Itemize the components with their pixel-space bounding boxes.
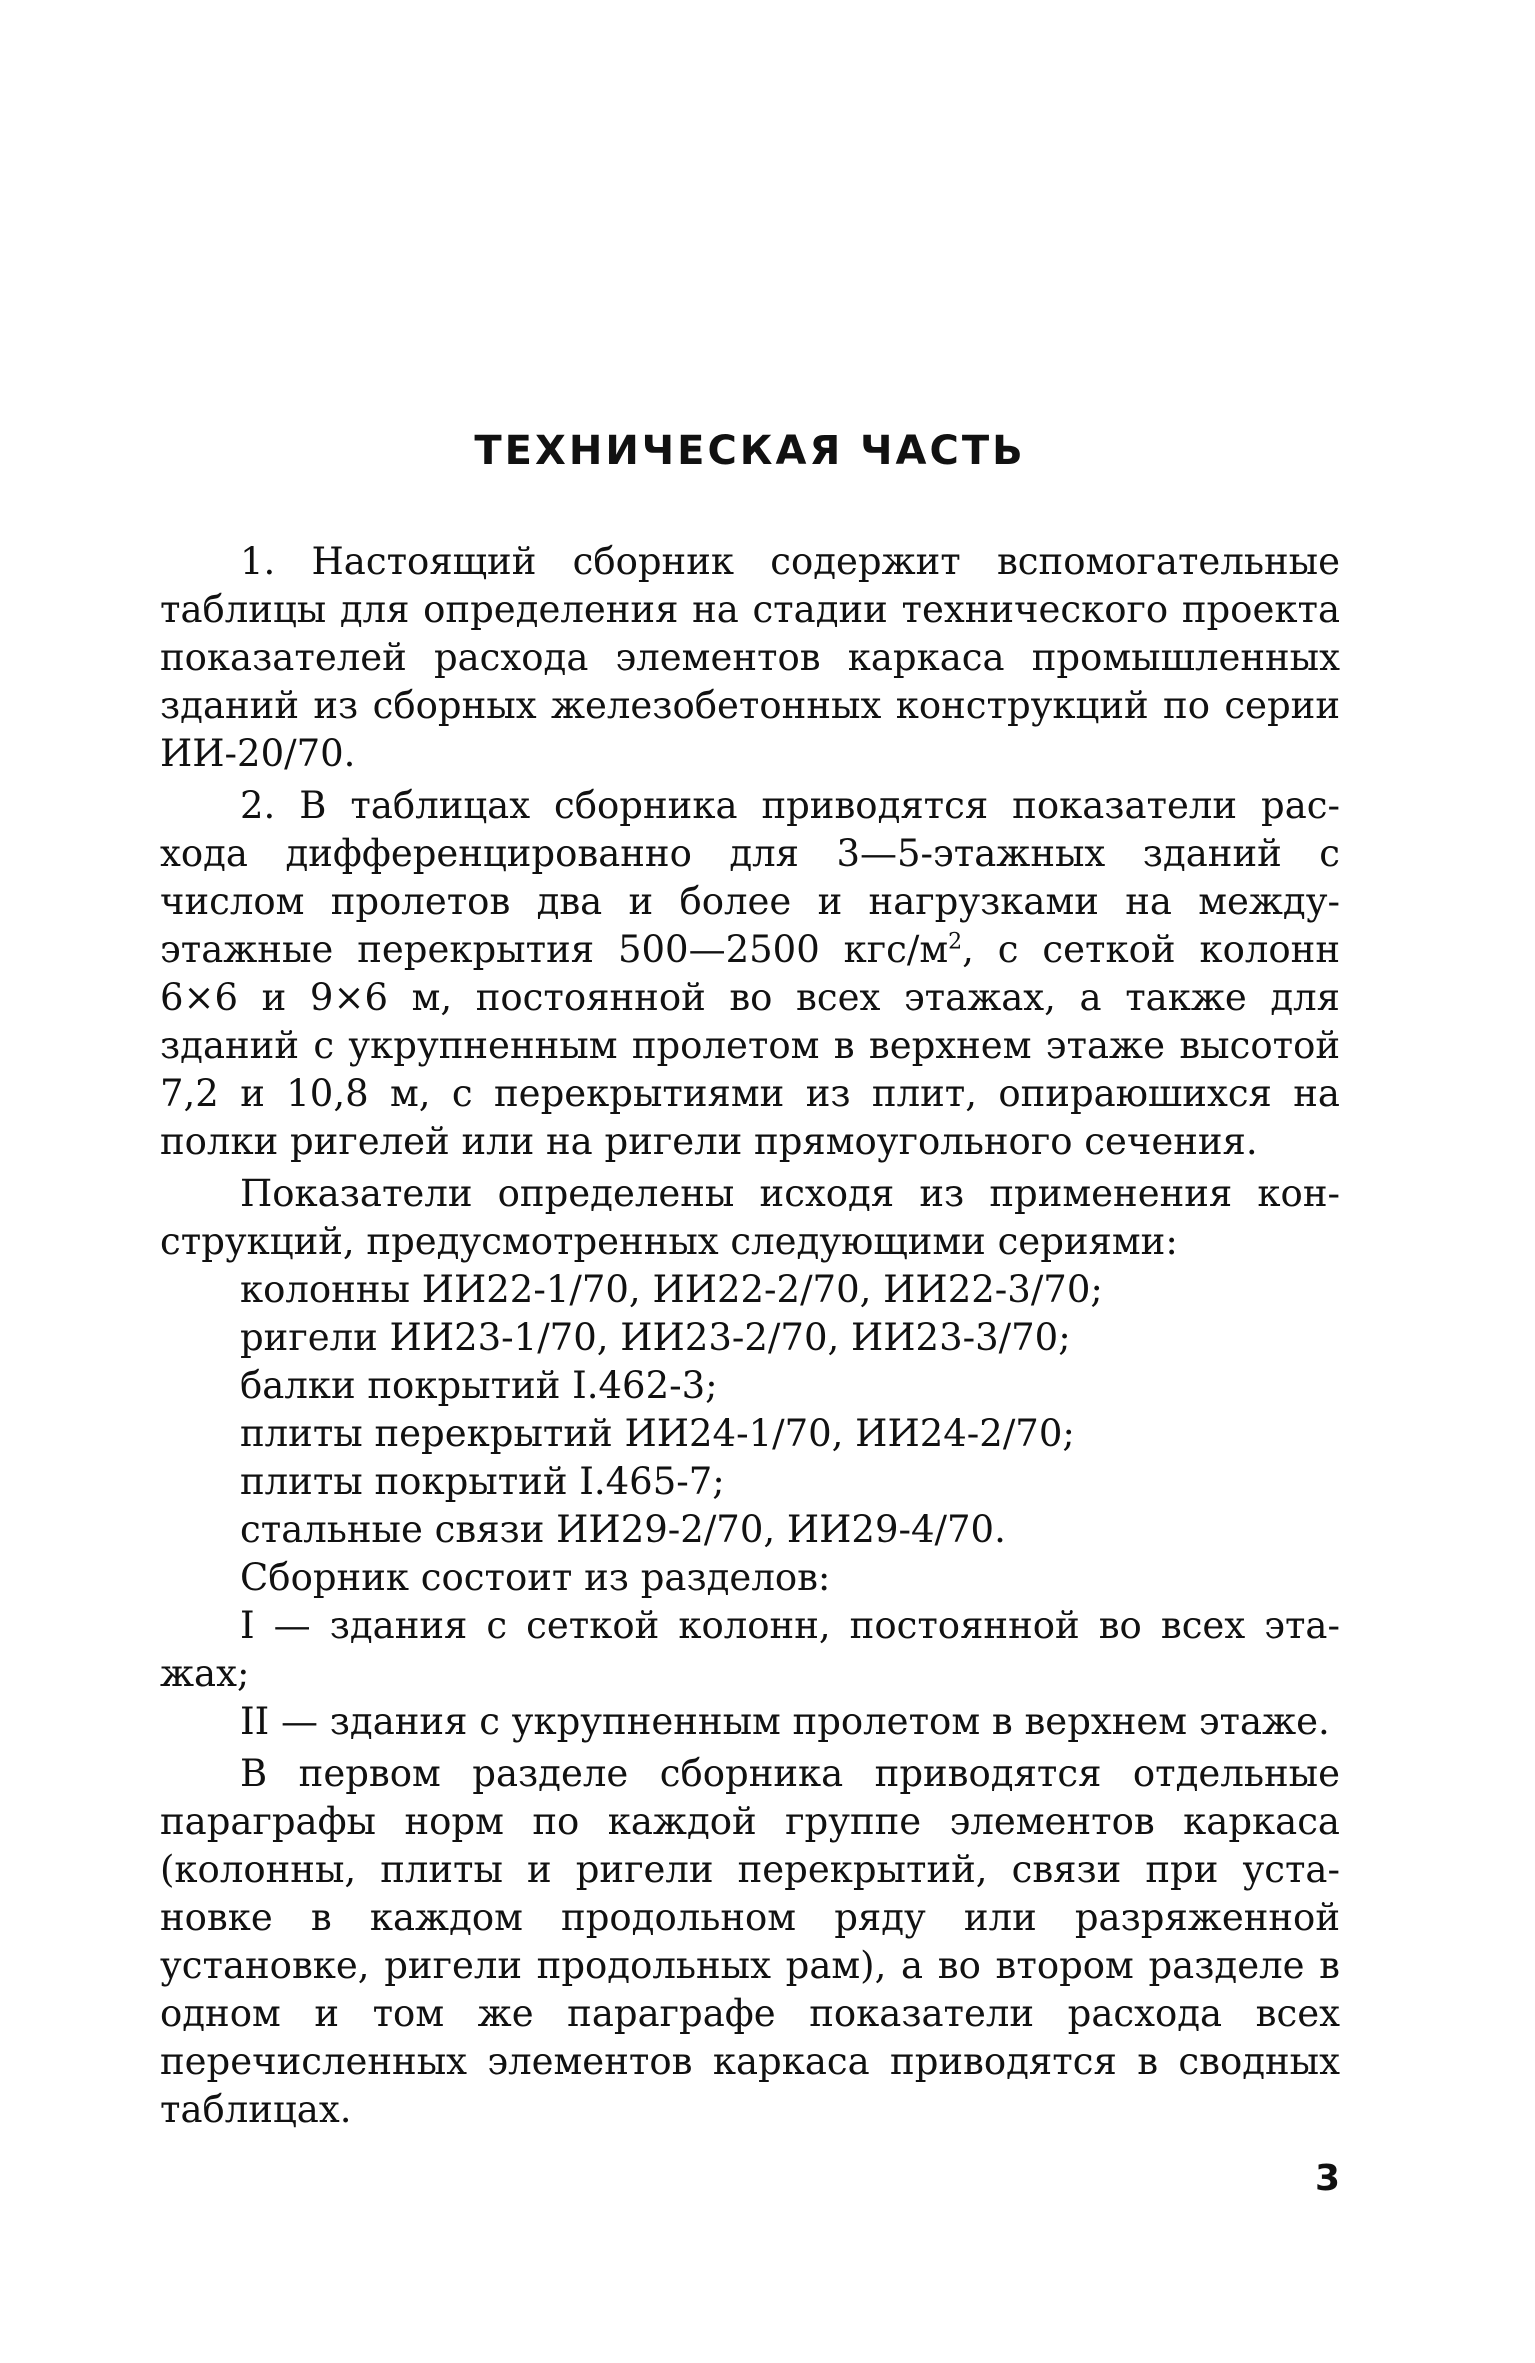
paragraph-1: 1. Настоящий сборник содержит вспомогательные таблицы для определения на стадии технического проекта показателей расхода элементов каркаса промышленных зданий из сборных железобетонных конструкций по серии ИИ-20/70.	[160, 540, 1340, 775]
section-item-2: II — здания с укрупненным пролетом в верхнем этаже.	[240, 1700, 1330, 1743]
paragraph-2-text-before: 2. В таблицах сборника приводятся показатели расхода дифференцированно для 3—5-этажных зданий с числом пролетов два и более и нагрузками на междуэтажные перекрытия 500—2500 кгс/м	[160, 784, 1340, 971]
page-number: 3	[1314, 2158, 1340, 2199]
paragraph-5: В первом разделе сборника приводятся отдельные параграфы норм по каждой группе элементов каркаса (колонны, плиты и ригели перекрытий, связи при установке в каждом продольном ряду или разряженной установке, ригели продольных рам), а во втором разделе в одном и том же параграфе показатели расхода всех перечисленных элементов каркаса приводятся в сводных таблицах.	[160, 1752, 1340, 2131]
series-item: плиты покрытий I.465-7;	[240, 1460, 725, 1503]
series-item: колонны ИИ22-1/70, ИИ22-2/70, ИИ22-3/70;	[240, 1268, 1103, 1311]
paragraph-3: Показатели определены исходя из применения конструкций, предусмотренных следующими сериями:	[160, 1172, 1340, 1263]
superscript-squared: 2	[948, 929, 963, 955]
series-list	[160, 1266, 1340, 1554]
paragraph-2-text-after: , с сеткой колонн 6×6 и 9×6 м, постоянной во всех этажах, а также для зданий с укрупненным пролетом в верхнем этаже высотой 7,2 и 10,8 м, с перекрытиями из плит, опираюшихся на полки ригелей или на ригели прямоугольного сечения.	[160, 928, 1340, 1163]
series-item: ригели ИИ23-1/70, ИИ23-2/70, ИИ23-3/70;	[240, 1316, 1071, 1359]
section-item-1: I — здания с сеткой колонн, постоянной во всех этажах;	[160, 1604, 1340, 1695]
series-item: стальные связи ИИ29-2/70, ИИ29-4/70.	[240, 1508, 1006, 1551]
document-page	[160, 0, 1340, 2363]
paragraph-4: Сборник состоит из разделов:	[240, 1556, 831, 1599]
paragraph-2	[160, 782, 1340, 1166]
series-item: плиты перекрытий ИИ24-1/70, ИИ24-2/70;	[240, 1412, 1075, 1455]
series-item: балки покрытий I.462-3;	[240, 1364, 718, 1407]
document-body	[160, 538, 1340, 2134]
page-title: ТЕХНИЧЕСКАЯ ЧАСТЬ	[474, 428, 1026, 474]
